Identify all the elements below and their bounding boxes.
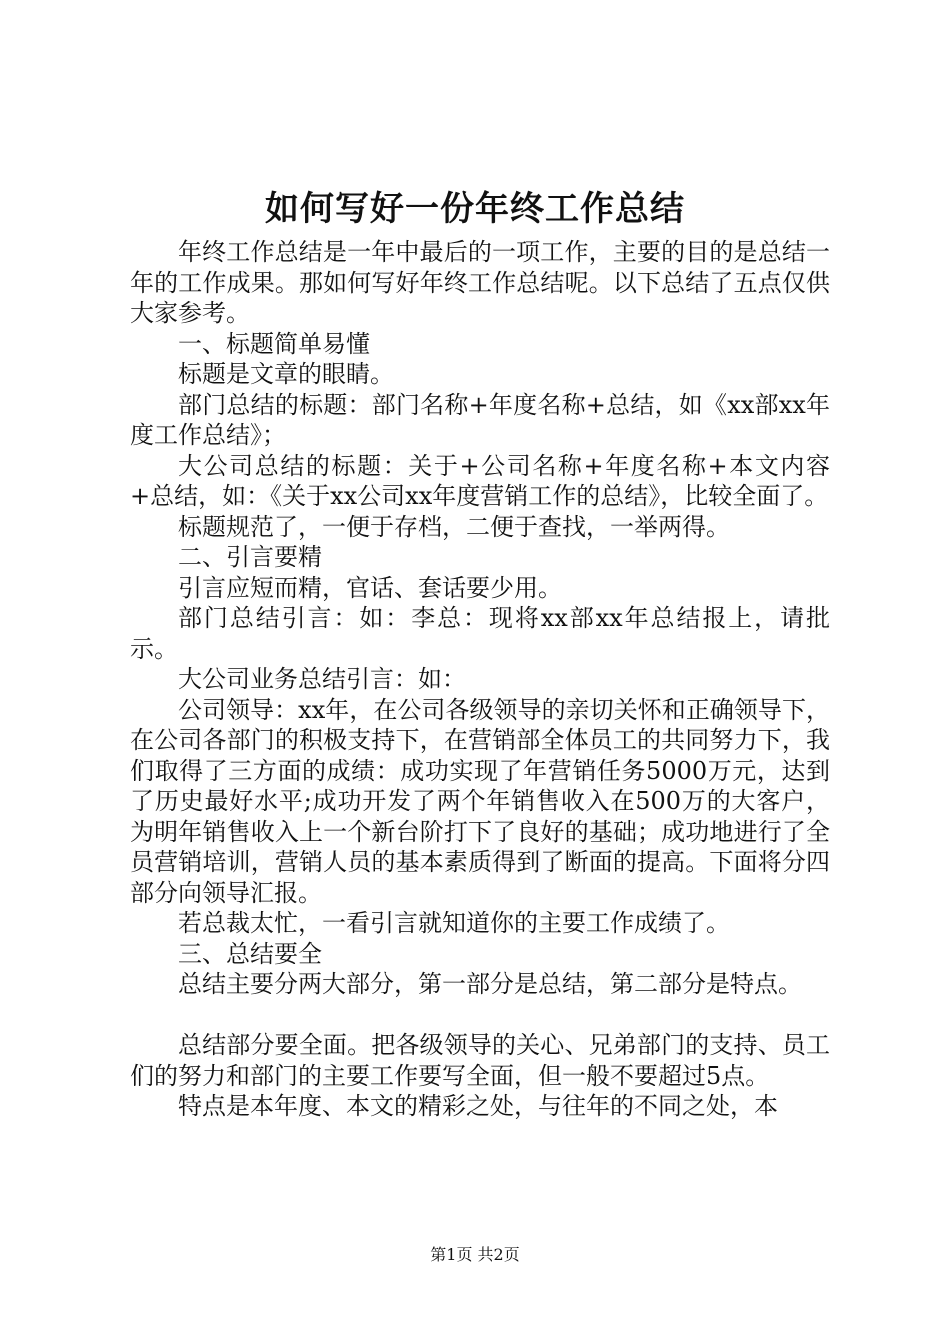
paragraph: 总结主要分两大部分，第一部分是总结，第二部分是特点。 — [178, 970, 802, 998]
paragraph-intro: 年终工作总结是一年中最后的一项工作，主要的目的是总结一年的工作成果。那如何写好年终工作总结呢。以下总结了五点仅供大家参考。 — [130, 238, 830, 327]
paragraph: 标题是文章的眼睛。 — [178, 360, 394, 388]
paragraph: 公司领导：xx年，在公司各级领导的亲切关怀和正确领导下，在公司各部门的积极支持下，在营销部全体员工的共同努力下，我们取得了三方面的成绩：成功实现了年营销任务5000万元，达到了历史最好水平;成功开发了两个年销售收入在500万的大客户，为明年销售收入上一个新台阶打下了良好的基础；成功地进行了全员营销培训，营销人员的基本素质得到了断面的提高。下面将分四部分向领导汇报。 — [130, 695, 830, 907]
page-footer: 第1页 共2页 — [430, 1245, 520, 1264]
paragraph: 总结部分要全面。把各级领导的关心、兄弟部门的支持、员工们的努力和部门的主要工作要写全面，但一般不要超过5点。 — [130, 1031, 830, 1090]
paragraph: 标题规范了，一便于存档，二便于查找，一举两得。 — [178, 512, 730, 541]
paragraph: 部门总结的标题：部门名称+年度名称+总结，如《xx部xx年度工作总结》； — [130, 390, 830, 449]
paragraph: 特点是本年度、本文的精彩之处，与往年的不同之处，本 — [178, 1092, 778, 1120]
paragraph: 大公司业务总结引言：如： — [178, 665, 466, 693]
paragraph: 引言应短而精，官话、套话要少用。 — [178, 573, 562, 602]
paragraph: 若总裁太忙，一看引言就知道你的主要工作成绩了。 — [178, 909, 730, 937]
paragraph: 部门总结引言：如：李总：现将xx部xx年总结报上，请批示。 — [130, 604, 830, 663]
paragraph: 大公司总结的标题：关于+公司名称+年度名称+本文内容+总结，如：《关于xx公司xx年度营销工作的总结》，比较全面了。 — [130, 451, 830, 510]
section-heading-1: 一、标题简单易懂 — [178, 329, 370, 358]
section-heading-2: 二、引言要精 — [178, 543, 322, 571]
document-body — [130, 237, 830, 1122]
document-title: 如何写好一份年终工作总结 — [265, 189, 685, 229]
section-heading-3: 三、总结要全 — [178, 939, 322, 968]
